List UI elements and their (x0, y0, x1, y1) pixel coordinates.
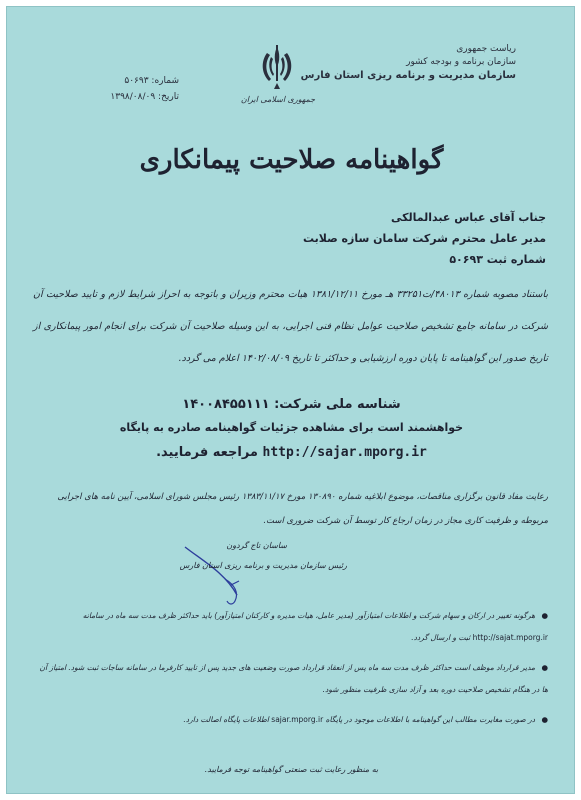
organization-header (296, 43, 516, 82)
org-line-3: سازمان مدیریت و برنامه ریزی استان فارس (300, 70, 516, 81)
number-row (89, 73, 179, 89)
signature-block (107, 535, 347, 615)
footnote-text: هرگونه تغییر در ارکان و سهام شرکت و اطلاعات امتیازآور (مدیر عامل، هیات مدیره و کارکنان امتیازآور) باید حداکثر ظرف مدت سه ماه در سامانه (82, 611, 536, 620)
date-row (89, 89, 179, 105)
footnote-item (33, 657, 548, 701)
footnote-tail: اطلاعات پایگاه اصالت دارد. (183, 715, 269, 724)
certificate-body: باستناد مصوبه شماره ۴۸۰۱۳/ت۳۳۲۵۱ هـ مورخ ۱۳۸۱/۱۲/۱۱ هیات محترم وزیران و باتوجه به احراز شرایط لازم و تایید صلاحیت آن شرکت در سامانه جامع تشخیص صلاحیت عوامل نظام فنی اجرایی، به این وسیله صلاحیت آن شرکت برای انجام امور پیمانکاری از تاریخ صدور این گواهینامه تا پایان دوره ارزشیابی و حداکثر تا تاریخ ۱۴۰۲/۰۸/۰۹ اعلام می گردد. (33, 289, 548, 364)
org-line-2: سازمان برنامه و بودجه کشور (406, 57, 516, 67)
addressee-name: جناب آقای عباس عبدالمالکی (390, 211, 546, 224)
number-label: شماره: (151, 76, 179, 86)
footnote-text: مدیر قرارداد موظف است حداکثر ظرف مدت سه ماه پس از انعقاد قرارداد صورت وضعیت های جدید پس از تایید کارفرما در سامانه ساجات ثبت شود. امتیاز آن ها در هنگام تشخیص صلاحیت دوره بعد و آزاد سازی ظرفیت منظور شود. (39, 663, 548, 694)
national-id: شناسه ملی شرکت: ۱۴۰۰۸۴۵۵۱۱۱ (182, 397, 401, 412)
reference-block (89, 73, 179, 105)
verification-block (7, 395, 576, 465)
verification-url-link[interactable]: http://sajar.mporg.ir (262, 445, 427, 460)
registration-number: شماره ثبت ۵۰۶۹۳ (449, 253, 546, 266)
footnote-item (33, 605, 548, 649)
compliance-note: رعایت مفاد قانون برگزاری مناقصات، موضوع ابلاغیه شماره ۱۳۰۸۹۰ مورخ ۱۳۸۳/۱۱/۱۷ رئیس مجلس شورای اسلامی، آیین نامه های اجرایی مربوطه و ظرفیت کاری مجاز در زمان ارجاع کار توسط آن شرکت ضروری است. (57, 492, 548, 526)
addressee-block (146, 207, 546, 270)
bullet-icon: ● (541, 715, 548, 724)
footnote-text: در صورت مغایرت مطالب این گواهینامه با اطلاعات موجود در پایگاه (325, 715, 536, 724)
closing-note: به منظور رعایت ثبت صنعتی گواهینامه توجه فرمایید. (204, 765, 379, 774)
date-value: ۱۳۹۸/۰۸/۰۹ (110, 92, 156, 102)
org-line-1: ریاست جمهوری (456, 44, 516, 54)
date-label: تاریخ: (158, 92, 179, 102)
bullet-icon: ● (541, 663, 548, 672)
refer-text: مراجعه فرمایید. (156, 445, 258, 460)
signatory-name: ساسان تاج گردون (226, 541, 287, 550)
verification-url-line (7, 441, 576, 465)
footnote-tail: ثبت و ارسال گردد. (411, 633, 471, 642)
addressee-position: مدیر عامل محترم شرکت سامان سازه صلابت (302, 232, 546, 245)
emblem-caption: جمهوری اسلامی ایران (240, 95, 316, 104)
iran-emblem-icon (257, 43, 297, 91)
footnote-url-link[interactable]: http://sajat.mporg.ir (472, 633, 548, 642)
certificate-title: گواهینامه صلاحیت پیمانکاری (139, 145, 444, 175)
number-value: ۵۰۶۹۳ (124, 76, 149, 86)
footnote-url-link[interactable]: sajar.mporg.ir (271, 715, 324, 724)
signatory-title: رئیس سازمان مدیریت و برنامه ریزی استان فارس (179, 561, 347, 570)
certificate-sheet (6, 6, 575, 794)
verification-request: خواهشمند است برای مشاهده جزئیات گواهینامه صادره به پایگاه (119, 421, 464, 434)
footnotes (33, 605, 548, 739)
footnote-item (33, 709, 548, 731)
bullet-icon: ● (541, 611, 548, 620)
